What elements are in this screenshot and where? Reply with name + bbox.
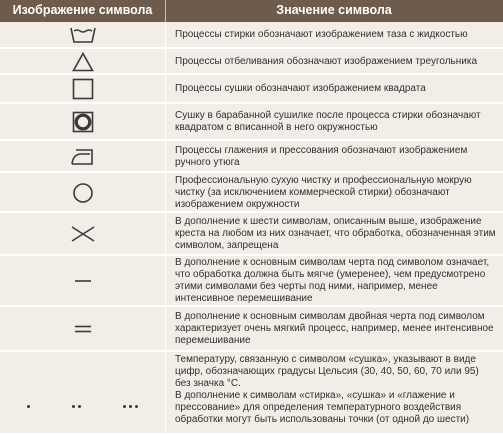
- row-description: Процессы сушки обозначают изображением квадрата: [175, 83, 426, 94]
- iron-icon: [0, 141, 165, 172]
- table-header: [0, 0, 503, 22]
- row-description: Процессы глажения и прессования обозначают изображением ручного утюга: [175, 144, 468, 168]
- row-description: Профессиональную сухую чистку и профессиональную мокрую чистку (за исключением коммерческой стирки) обозначают изображением окружности: [175, 174, 472, 210]
- table-row: [0, 256, 503, 306]
- two-dots-icon: [72, 405, 81, 408]
- table-row: [0, 104, 503, 140]
- row-description: Температуру, связанную с символом «сушка», указывают в виде цифр, обозначающих градусы Цельсия (30, 40, 50, 60, 70 или 95) без значка °С. В дополнение к символам «стирка», «сушка» и «глажение и прессование» для определения температурного воздействия обработки могут быть использованы точки (от одной до шести): [175, 354, 479, 425]
- one-dot-icon: [27, 405, 30, 408]
- table-row: [0, 75, 503, 103]
- row-description: Процессы отбеливания обозначают изображением треугольника: [175, 55, 478, 67]
- square-icon: [0, 75, 165, 103]
- tumble-dry-icon: [0, 104, 165, 140]
- cross-icon: [0, 213, 165, 255]
- dots-icon: [0, 352, 165, 433]
- table-row: [0, 141, 503, 172]
- table-row: [0, 213, 503, 255]
- table-row: [0, 173, 503, 212]
- row-description: В дополнение к основным символам двойная черта под символом характеризует очень мягкий процесс, например, менее интенсивное перемешивание: [175, 311, 494, 346]
- header-meaning-column: Значение символа: [276, 3, 392, 17]
- washtub-icon: [0, 22, 165, 48]
- table-row: [0, 307, 503, 351]
- table-row: [0, 22, 503, 48]
- table-row: [0, 352, 503, 433]
- three-dots-icon: [123, 405, 138, 408]
- header-symbol-column: Изображение символа: [12, 3, 153, 17]
- row-description: Сушку в барабанной сушилке после процесса стирки обозначают квадратом с вписанной в него окружностью: [175, 110, 481, 133]
- double-bar-icon: [0, 307, 165, 351]
- triangle-icon: [0, 49, 165, 74]
- row-description: Процессы стирки обозначают изображением таза с жидкостью: [175, 29, 468, 40]
- table-row: [0, 49, 503, 74]
- row-description: В дополнение к основным символам черта под символом означает, что обработка должна быть мягче (умеренее), чем предусмотрено этими символами без черты под ними, например, менее интенсивное перемешивание: [175, 257, 490, 304]
- single-bar-icon: [0, 256, 165, 306]
- row-description: В дополнение к шести символам, описанным выше, изображение креста на любом из них означает, что обработка, обозначенная этим символом, запрещена: [175, 216, 496, 251]
- circle-icon: [0, 173, 165, 212]
